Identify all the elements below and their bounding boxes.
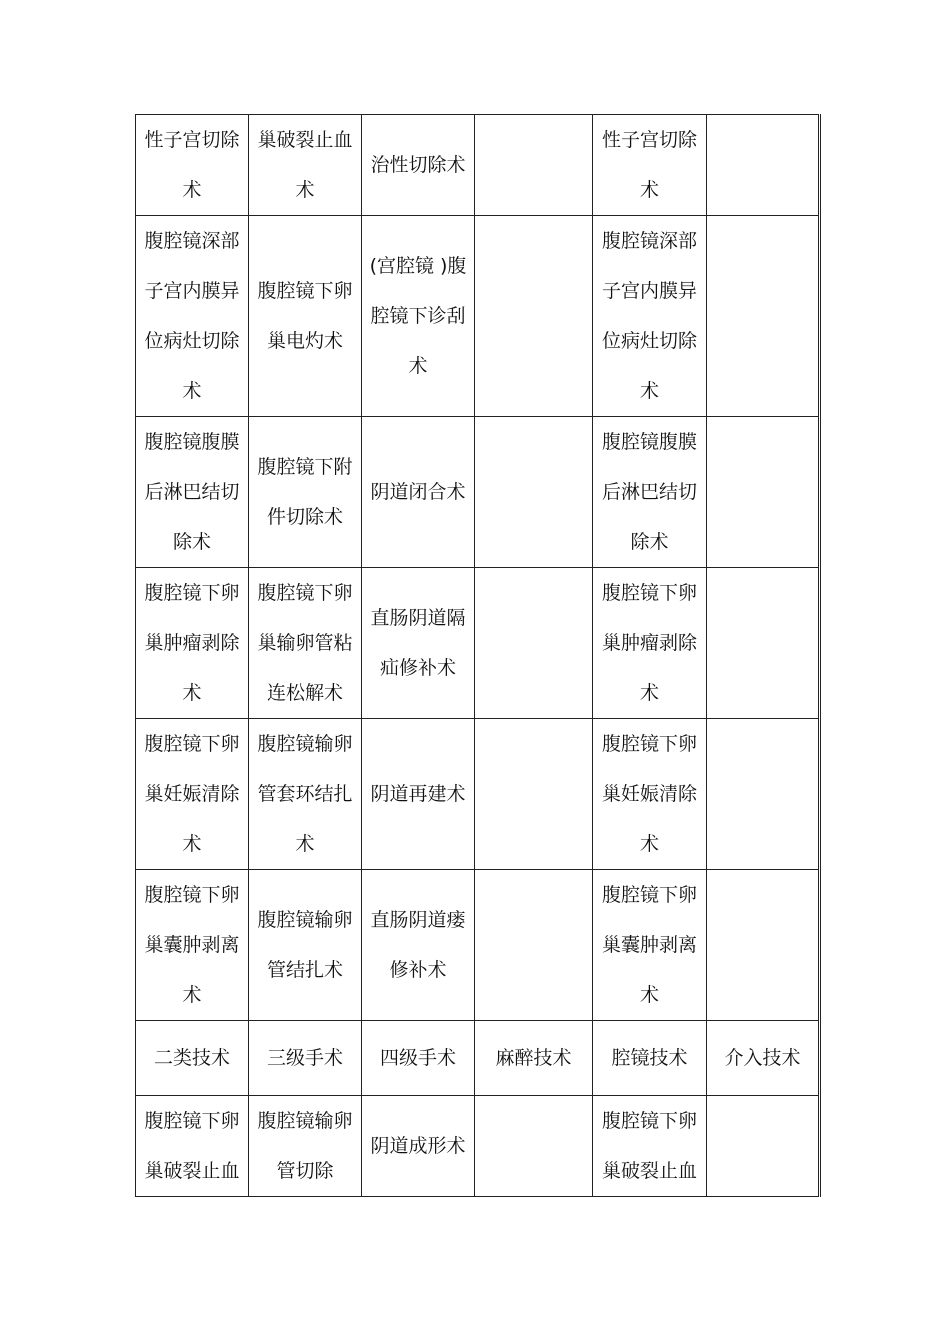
table-cell: 直肠阴道隔疝修补术 [362,568,475,719]
table-cell: 阴道闭合术 [362,417,475,568]
table-cell: 腹腔镜下卵巢妊娠清除术 [136,719,249,870]
table-cell: 腹腔镜深部子宫内膜异位病灶切除术 [136,216,249,417]
table-row [136,216,820,417]
table-cell: 腹腔镜下卵巢电灼术 [249,216,362,417]
table-header-cell: 二类技术 [136,1021,249,1096]
table-cell [475,568,593,719]
table-cell [475,870,593,1021]
table-cell: 腹腔镜下卵巢妊娠清除术 [593,719,707,870]
table-row [136,1096,820,1197]
table-cell: 腹腔镜下卵巢破裂止血 [136,1096,249,1197]
table-row [136,115,820,216]
table-cell [707,417,820,568]
table-cell: 腹腔镜下附件切除术 [249,417,362,568]
table-cell: 腹腔镜深部子宫内膜异位病灶切除术 [593,216,707,417]
table-cell [707,719,820,870]
table-cell [707,115,820,216]
table-cell: 腹腔镜腹膜后淋巴结切除术 [593,417,707,568]
table-cell: 阴道成形术 [362,1096,475,1197]
table-row [136,870,820,1021]
table-cell [707,568,820,719]
table-cell [475,417,593,568]
table-cell: 阴道再建术 [362,719,475,870]
table-cell: 腹腔镜输卵管结扎术 [249,870,362,1021]
table-cell: 腹腔镜腹膜后淋巴结切除术 [136,417,249,568]
table-cell: 治性切除术 [362,115,475,216]
table-cell: 腹腔镜下卵巢囊肿剥离术 [136,870,249,1021]
table-cell: 腹腔镜下卵巢肿瘤剥除术 [593,568,707,719]
table-cell: 腹腔镜下卵巢破裂止血 [593,1096,707,1197]
table-row [136,719,820,870]
table-cell: 腹腔镜输卵管套环结扎术 [249,719,362,870]
table-cell [475,1096,593,1197]
table-header-cell: 麻醉技术 [475,1021,593,1096]
table-header-row [136,1021,820,1096]
table-cell [475,115,593,216]
table-cell: 直肠阴道瘘修补术 [362,870,475,1021]
table-header-cell: 介入技术 [707,1021,820,1096]
table-cell: 腹腔镜下卵巢囊肿剥离术 [593,870,707,1021]
table-header-cell: 腔镜技术 [593,1021,707,1096]
table-cell [707,870,820,1021]
table-cell: (宫腔镜 )腹腔镜下诊刮术 [362,216,475,417]
surgery-classification-table [135,114,821,1197]
table-cell: 腹腔镜输卵管切除 [249,1096,362,1197]
table-cell: 腹腔镜下卵巢肿瘤剥除术 [136,568,249,719]
table-cell: 性子宫切除术 [593,115,707,216]
table-header-cell: 三级手术 [249,1021,362,1096]
table-cell: 腹腔镜下卵巢输卵管粘连松解术 [249,568,362,719]
table-cell [707,1096,820,1197]
table-row [136,417,820,568]
table-header-cell: 四级手术 [362,1021,475,1096]
table-cell [707,216,820,417]
table-row [136,568,820,719]
table-cell: 巢破裂止血术 [249,115,362,216]
table-cell [475,216,593,417]
table-cell [475,719,593,870]
table-cell: 性子宫切除术 [136,115,249,216]
